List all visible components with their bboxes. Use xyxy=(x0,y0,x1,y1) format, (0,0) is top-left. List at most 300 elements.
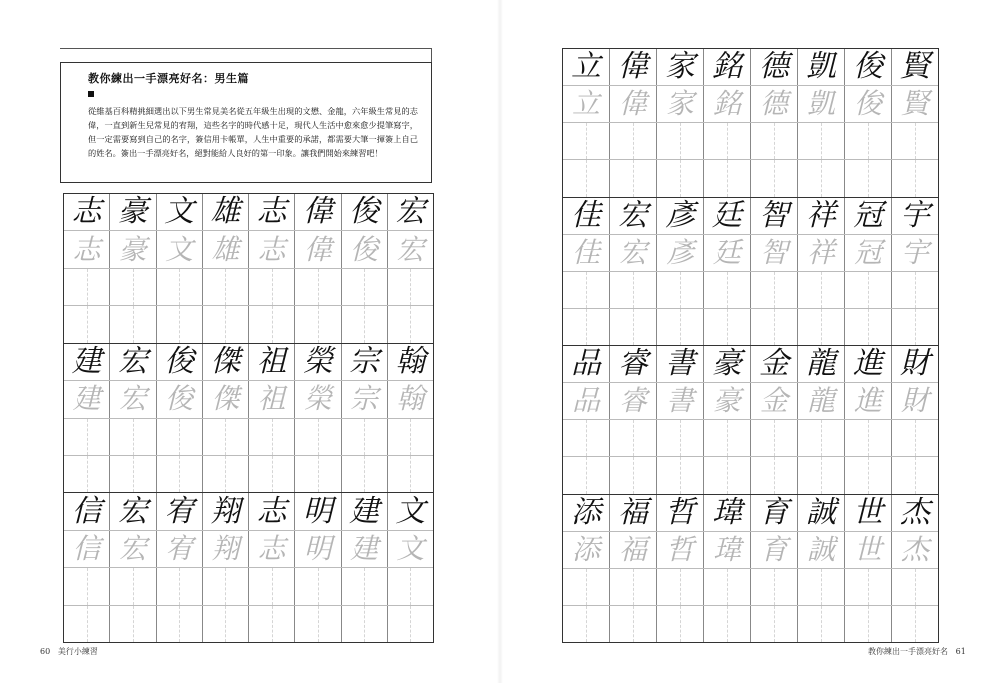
trace-character: 龍 xyxy=(806,384,835,418)
character-cell xyxy=(64,531,110,567)
character-cell xyxy=(563,383,610,419)
model-character: 世 xyxy=(853,494,883,530)
trace-character: 宇 xyxy=(900,235,929,269)
model-character: 榮 xyxy=(302,343,333,379)
blank-cell xyxy=(110,568,156,604)
character-cell xyxy=(249,381,295,417)
blank-cell xyxy=(342,568,388,604)
model-character: 宏 xyxy=(117,493,148,529)
trace-character: 祖 xyxy=(257,382,286,416)
character-cell xyxy=(610,49,657,85)
blank-cell xyxy=(892,606,938,642)
character-cell xyxy=(704,198,751,234)
bullet-square-icon xyxy=(88,91,94,97)
blank-cell xyxy=(342,306,388,342)
model-character: 財 xyxy=(900,346,930,382)
character-cell xyxy=(157,493,203,529)
trace-row xyxy=(64,231,433,268)
model-character: 龍 xyxy=(806,346,836,382)
blank-cell xyxy=(249,306,295,342)
trace-character: 傑 xyxy=(211,382,240,416)
blank-cell xyxy=(157,568,203,604)
model-character: 進 xyxy=(853,346,883,382)
footer-right-title: 教你練出一手漂亮好名 xyxy=(868,647,948,656)
blank-cell xyxy=(64,306,110,342)
practice-row xyxy=(563,606,938,642)
blank-cell xyxy=(157,306,203,342)
character-cell xyxy=(295,344,341,380)
character-cell xyxy=(798,495,845,531)
model-character: 俊 xyxy=(853,49,883,85)
book-spine xyxy=(497,0,503,683)
blank-cell xyxy=(563,457,610,493)
blank-cell xyxy=(157,269,203,305)
trace-character: 俊 xyxy=(853,87,882,121)
blank-cell xyxy=(610,606,657,642)
character-cell xyxy=(704,346,751,382)
blank-cell xyxy=(892,272,938,308)
blank-cell xyxy=(798,272,845,308)
trace-row xyxy=(563,235,938,272)
trace-character: 品 xyxy=(571,384,600,418)
character-cell xyxy=(388,493,433,529)
blank-cell xyxy=(751,160,798,196)
character-cell xyxy=(704,235,751,271)
practice-row xyxy=(64,456,433,492)
blank-cell xyxy=(704,160,751,196)
character-cell xyxy=(64,493,110,529)
blank-cell xyxy=(704,569,751,605)
character-cell xyxy=(704,495,751,531)
blank-cell xyxy=(110,456,156,492)
trace-character: 宏 xyxy=(118,382,147,416)
blank-cell xyxy=(110,606,156,642)
blank-cell xyxy=(563,272,610,308)
blank-cell xyxy=(203,419,249,455)
blank-cell xyxy=(751,309,798,345)
model-character: 祥 xyxy=(806,197,836,233)
character-cell xyxy=(798,86,845,122)
blank-cell xyxy=(342,456,388,492)
trace-character: 瑋 xyxy=(712,532,741,566)
character-cell xyxy=(563,49,610,85)
blank-cell xyxy=(295,568,341,604)
model-character: 育 xyxy=(759,494,789,530)
model-character: 廷 xyxy=(712,197,742,233)
character-cell xyxy=(563,346,610,382)
blank-cell xyxy=(388,269,433,305)
model-character: 宏 xyxy=(395,194,426,230)
blank-cell xyxy=(845,457,892,493)
model-character: 佳 xyxy=(571,197,601,233)
trace-character: 彥 xyxy=(665,235,694,269)
blank-cell xyxy=(563,309,610,345)
character-cell xyxy=(157,344,203,380)
character-cell xyxy=(610,198,657,234)
blank-cell xyxy=(892,420,938,456)
blank-cell xyxy=(845,420,892,456)
character-cell xyxy=(704,383,751,419)
character-cell xyxy=(751,235,798,271)
practice-block xyxy=(563,346,938,495)
blank-cell xyxy=(798,420,845,456)
blank-cell xyxy=(157,419,203,455)
model-character: 志 xyxy=(256,493,287,529)
character-cell xyxy=(64,381,110,417)
model-character: 立 xyxy=(571,49,601,85)
blank-cell xyxy=(751,123,798,159)
blank-cell xyxy=(751,272,798,308)
trace-row xyxy=(563,532,938,569)
blank-cell xyxy=(110,306,156,342)
blank-cell xyxy=(704,457,751,493)
trace-row xyxy=(563,383,938,420)
trace-character: 銘 xyxy=(712,87,741,121)
blank-cell xyxy=(610,457,657,493)
trace-character: 宗 xyxy=(350,382,379,416)
model-character: 偉 xyxy=(302,194,333,230)
model-character: 宏 xyxy=(618,197,648,233)
character-cell xyxy=(249,194,295,230)
blank-cell xyxy=(110,419,156,455)
model-character: 杰 xyxy=(900,494,930,530)
trace-character: 志 xyxy=(257,531,286,565)
trace-character: 立 xyxy=(571,87,600,121)
blank-cell xyxy=(249,606,295,642)
trace-character: 翰 xyxy=(396,382,425,416)
blank-cell xyxy=(563,123,610,159)
trace-character: 志 xyxy=(257,232,286,266)
character-cell xyxy=(657,495,704,531)
blank-cell xyxy=(657,569,704,605)
page-number-right: 61 xyxy=(955,647,966,656)
model-character: 豪 xyxy=(117,194,148,230)
trace-character: 育 xyxy=(759,532,788,566)
practice-row xyxy=(563,309,938,345)
blank-cell xyxy=(203,568,249,604)
blank-cell xyxy=(388,419,433,455)
trace-character: 財 xyxy=(900,384,929,418)
trace-character: 偉 xyxy=(303,232,332,266)
model-character: 傑 xyxy=(210,343,241,379)
character-cell xyxy=(798,346,845,382)
blank-cell xyxy=(64,568,110,604)
trace-character: 明 xyxy=(303,531,332,565)
trace-character: 豪 xyxy=(118,232,147,266)
trace-character: 建 xyxy=(72,382,101,416)
character-cell xyxy=(64,231,110,267)
practice-row xyxy=(64,568,433,605)
character-cell xyxy=(110,194,156,230)
character-cell xyxy=(342,231,388,267)
blank-cell xyxy=(610,569,657,605)
intro-top-rule xyxy=(60,48,432,49)
blank-cell xyxy=(845,123,892,159)
model-character: 志 xyxy=(256,194,287,230)
trace-character: 志 xyxy=(72,232,101,266)
character-cell xyxy=(157,381,203,417)
blank-cell xyxy=(157,456,203,492)
model-character: 銘 xyxy=(712,49,742,85)
model-row xyxy=(64,194,433,231)
trace-character: 哲 xyxy=(665,532,694,566)
character-cell xyxy=(157,194,203,230)
trace-character: 誠 xyxy=(806,532,835,566)
character-cell xyxy=(892,346,938,382)
model-character: 志 xyxy=(71,194,102,230)
character-cell xyxy=(110,531,156,567)
character-cell xyxy=(751,49,798,85)
blank-cell xyxy=(657,309,704,345)
character-cell xyxy=(64,344,110,380)
practice-row xyxy=(563,569,938,606)
model-character: 瑋 xyxy=(712,494,742,530)
character-cell xyxy=(388,344,433,380)
trace-character: 世 xyxy=(853,532,882,566)
blank-cell xyxy=(657,457,704,493)
blank-cell xyxy=(342,269,388,305)
character-cell xyxy=(845,383,892,419)
blank-cell xyxy=(157,606,203,642)
blank-cell xyxy=(249,456,295,492)
model-character: 睿 xyxy=(618,346,648,382)
character-cell xyxy=(657,49,704,85)
model-character: 明 xyxy=(302,493,333,529)
practice-row xyxy=(64,419,433,456)
blank-cell xyxy=(798,123,845,159)
practice-row xyxy=(563,457,938,493)
trace-character: 雄 xyxy=(211,232,240,266)
right-practice-grid xyxy=(562,48,939,643)
blank-cell xyxy=(563,420,610,456)
character-cell xyxy=(388,231,433,267)
character-cell xyxy=(203,531,249,567)
character-cell xyxy=(563,86,610,122)
character-cell xyxy=(157,231,203,267)
character-cell xyxy=(845,346,892,382)
intro-section xyxy=(60,48,432,183)
blank-cell xyxy=(203,456,249,492)
blank-cell xyxy=(295,419,341,455)
character-cell xyxy=(610,495,657,531)
trace-character: 宏 xyxy=(618,235,647,269)
trace-character: 宥 xyxy=(165,531,194,565)
blank-cell xyxy=(563,606,610,642)
model-character: 宥 xyxy=(164,493,195,529)
model-character: 文 xyxy=(164,194,195,230)
blank-cell xyxy=(845,606,892,642)
character-cell xyxy=(388,381,433,417)
character-cell xyxy=(342,381,388,417)
trace-character: 睿 xyxy=(618,384,647,418)
blank-cell xyxy=(388,456,433,492)
blank-cell xyxy=(892,309,938,345)
character-cell xyxy=(751,532,798,568)
practice-row xyxy=(563,123,938,160)
character-cell xyxy=(563,495,610,531)
blank-cell xyxy=(64,269,110,305)
character-cell xyxy=(295,531,341,567)
trace-character: 冠 xyxy=(853,235,882,269)
blank-cell xyxy=(110,269,156,305)
character-cell xyxy=(798,235,845,271)
character-cell xyxy=(657,235,704,271)
blank-cell xyxy=(295,306,341,342)
character-cell xyxy=(249,231,295,267)
trace-character: 建 xyxy=(350,531,379,565)
model-character: 誠 xyxy=(806,494,836,530)
trace-character: 祥 xyxy=(806,235,835,269)
trace-character: 福 xyxy=(618,532,647,566)
practice-row xyxy=(64,269,433,306)
blank-cell xyxy=(610,123,657,159)
blank-cell xyxy=(657,160,704,196)
model-character: 德 xyxy=(759,49,789,85)
model-character: 賢 xyxy=(900,49,930,85)
character-cell xyxy=(610,346,657,382)
left-practice-grid xyxy=(63,193,434,643)
character-cell xyxy=(110,493,156,529)
blank-cell xyxy=(295,269,341,305)
page-number-left: 60 xyxy=(40,647,51,656)
footer-left xyxy=(40,646,98,657)
blank-cell xyxy=(563,569,610,605)
model-character: 宇 xyxy=(900,197,930,233)
blank-cell xyxy=(388,606,433,642)
character-cell xyxy=(798,198,845,234)
blank-cell xyxy=(892,160,938,196)
character-cell xyxy=(203,381,249,417)
character-cell xyxy=(388,194,433,230)
model-character: 智 xyxy=(759,197,789,233)
blank-cell xyxy=(203,606,249,642)
character-cell xyxy=(388,531,433,567)
character-cell xyxy=(610,86,657,122)
character-cell xyxy=(704,532,751,568)
trace-character: 豪 xyxy=(712,384,741,418)
blank-cell xyxy=(610,160,657,196)
blank-cell xyxy=(657,123,704,159)
character-cell xyxy=(295,231,341,267)
blank-cell xyxy=(342,606,388,642)
blank-cell xyxy=(249,419,295,455)
model-character: 祖 xyxy=(256,343,287,379)
character-cell xyxy=(610,532,657,568)
trace-character: 賢 xyxy=(900,87,929,121)
blank-cell xyxy=(751,420,798,456)
character-cell xyxy=(798,383,845,419)
trace-character: 榮 xyxy=(303,382,332,416)
model-character: 信 xyxy=(71,493,102,529)
model-character: 冠 xyxy=(853,197,883,233)
trace-character: 信 xyxy=(72,531,101,565)
trace-character: 杰 xyxy=(900,532,929,566)
character-cell xyxy=(657,86,704,122)
blank-cell xyxy=(751,606,798,642)
character-cell xyxy=(704,86,751,122)
character-cell xyxy=(110,381,156,417)
trace-character: 家 xyxy=(665,87,694,121)
character-cell xyxy=(563,198,610,234)
trace-character: 偉 xyxy=(618,87,647,121)
model-character: 哲 xyxy=(665,494,695,530)
blank-cell xyxy=(64,456,110,492)
trace-character: 俊 xyxy=(165,382,194,416)
model-character: 偉 xyxy=(618,49,648,85)
model-character: 文 xyxy=(395,493,426,529)
trace-character: 書 xyxy=(665,384,694,418)
blank-cell xyxy=(563,160,610,196)
character-cell xyxy=(751,346,798,382)
blank-cell xyxy=(249,568,295,604)
character-cell xyxy=(295,381,341,417)
blank-cell xyxy=(295,606,341,642)
character-cell xyxy=(892,495,938,531)
character-cell xyxy=(110,231,156,267)
character-cell xyxy=(892,383,938,419)
blank-cell xyxy=(704,309,751,345)
character-cell xyxy=(295,493,341,529)
blank-cell xyxy=(845,309,892,345)
blank-cell xyxy=(610,272,657,308)
character-cell xyxy=(657,346,704,382)
model-character: 俊 xyxy=(164,343,195,379)
practice-row xyxy=(563,272,938,309)
blank-cell xyxy=(704,606,751,642)
trace-row xyxy=(64,531,433,568)
intro-text: 從維基百科精挑細選出以下男生常見美名從五年級生出現的文懋、金龍，六年級生常見的志偉，一直到新生兒常見的宥翔，這些名字的時代感十足，現代人生活中愈來愈少提筆寫字，但一定需要寫到自己的名字，簽信用卡帳單，人生中重要的承諾，都需要大筆一揮簽上自己的姓名。簽出一手漂亮好名，絕對能給人良好的第一印象。讓我們開始來練習吧！ xyxy=(88,106,418,158)
character-cell xyxy=(892,198,938,234)
blank-cell xyxy=(388,306,433,342)
blank-cell xyxy=(892,569,938,605)
practice-block xyxy=(64,493,433,642)
character-cell xyxy=(295,194,341,230)
character-cell xyxy=(657,383,704,419)
model-character: 建 xyxy=(71,343,102,379)
model-character: 豪 xyxy=(712,346,742,382)
trace-row xyxy=(563,86,938,123)
character-cell xyxy=(845,198,892,234)
character-cell xyxy=(563,532,610,568)
character-cell xyxy=(203,344,249,380)
model-character: 書 xyxy=(665,346,695,382)
character-cell xyxy=(845,532,892,568)
character-cell xyxy=(342,194,388,230)
character-cell xyxy=(751,495,798,531)
model-character: 添 xyxy=(571,494,601,530)
trace-row xyxy=(64,381,433,418)
trace-character: 添 xyxy=(571,532,600,566)
character-cell xyxy=(249,493,295,529)
character-cell xyxy=(203,493,249,529)
model-character: 家 xyxy=(665,49,695,85)
blank-cell xyxy=(845,160,892,196)
character-cell xyxy=(342,531,388,567)
character-cell xyxy=(249,531,295,567)
trace-character: 佳 xyxy=(571,235,600,269)
character-cell xyxy=(798,49,845,85)
character-cell xyxy=(342,493,388,529)
trace-character: 翔 xyxy=(211,531,240,565)
trace-character: 俊 xyxy=(350,232,379,266)
footer-left-title: 美行小練習 xyxy=(57,647,98,656)
trace-character: 智 xyxy=(759,235,788,269)
blank-cell xyxy=(704,123,751,159)
character-cell xyxy=(657,532,704,568)
model-row xyxy=(563,49,938,86)
model-character: 建 xyxy=(349,493,380,529)
practice-block xyxy=(563,495,938,643)
